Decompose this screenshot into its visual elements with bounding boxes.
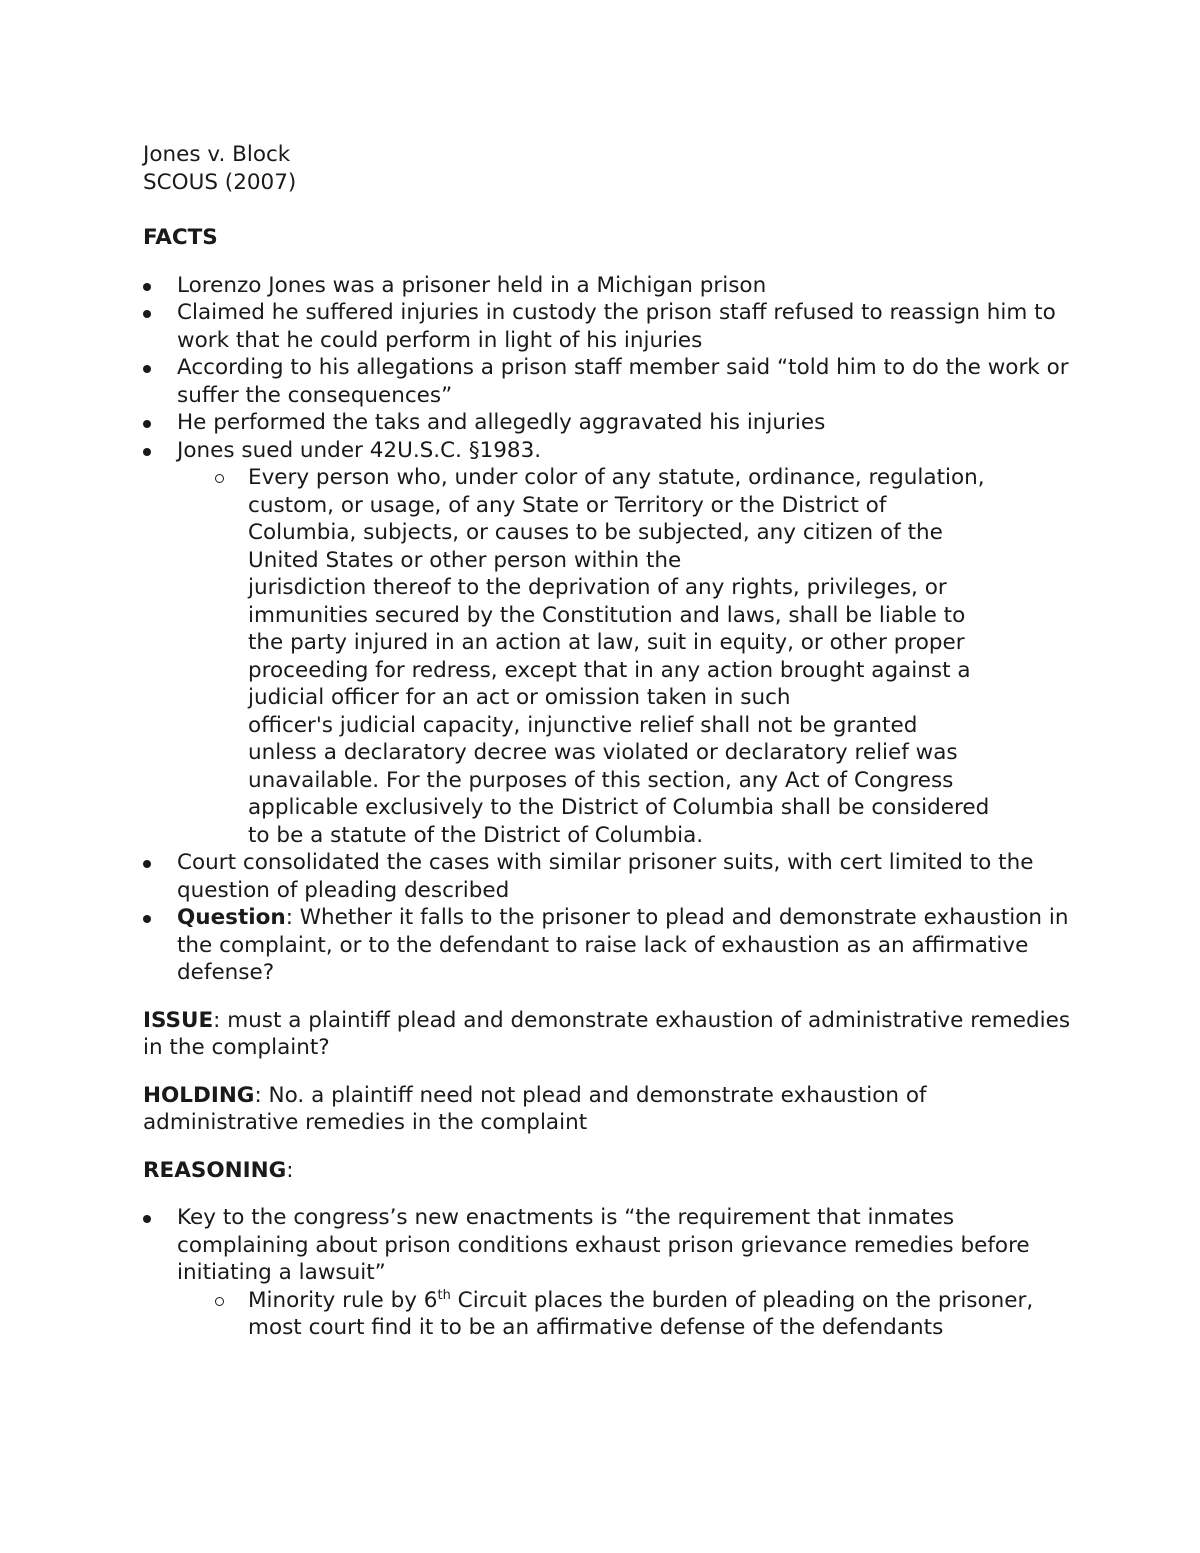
bullet-icon	[143, 1215, 151, 1223]
ordinal-superscript: th	[437, 1287, 451, 1303]
reasoning-heading	[143, 1157, 1073, 1185]
facts-list-continued	[143, 849, 1073, 987]
reasoning-bullet-1: Key to the congress’s new enactments is “the requirement that inmates complaining about prison conditions exhaust prison grievance remedies before initiating a lawsuit”	[143, 1204, 1073, 1287]
facts-heading: FACTS	[143, 225, 218, 250]
facts-bullet-4: He performed the taks and allegedly aggravated his injuries	[143, 409, 1073, 437]
circle-bullet-icon	[215, 1297, 224, 1306]
reasoning-sub-bullet: Minority rule by 6th Circuit places the burden of pleading on the prisoner, most court find it to be an affirmative defense of the defendants	[143, 1287, 1073, 1342]
reasoning-sublist	[143, 1287, 1073, 1342]
statute-line: judicial officer for an act or omission taken in such	[248, 685, 791, 710]
statute-line: proceeding for redress, except that in any action brought against a	[248, 657, 971, 683]
bullet-icon	[143, 448, 151, 456]
statute-line: jurisdiction thereof to the deprivation of any rights, privileges, or	[248, 575, 947, 600]
circle-bullet-icon	[215, 474, 224, 483]
statute-line: unavailable. For the purposes of this section, any Act of Congress	[248, 767, 954, 793]
statute-line: United States or other person within the	[248, 547, 682, 573]
facts-bullet-5: Jones sued under 42U.S.C. §1983.	[143, 437, 1073, 465]
statute-line: officer's judicial capacity, injunctive relief shall not be granted	[248, 712, 918, 738]
facts-bullet-2: Claimed he suffered injuries in custody the prison staff refused to reassign him to work that he could perform in light of his injuries	[143, 299, 1073, 354]
question-label: Question	[177, 905, 286, 930]
facts-bullet-3: According to his allegations a prison staff member said “told him to do the work or suffer the consequences”	[143, 354, 1073, 409]
statute-line: Columbia, subjects, or causes to be subjected, any citizen of the	[248, 520, 943, 545]
statute-line: custom, or usage, of any State or Territory or the District of	[248, 492, 887, 518]
statute-line: unless a declaratory decree was violated or declaratory relief was	[248, 740, 958, 765]
issue-paragraph	[143, 1007, 1073, 1062]
holding-paragraph	[143, 1082, 1073, 1137]
statute-line: to be a statute of the District of Columbia.	[248, 822, 704, 848]
facts-bullet-1: Lorenzo Jones was a prisoner held in a Michigan prison	[143, 272, 1073, 300]
statute-line: immunities secured by the Constitution and laws, shall be liable to	[248, 602, 966, 628]
bullet-icon	[143, 915, 151, 923]
court-year: SCOUS (2007)	[143, 169, 297, 195]
reasoning-label: REASONING	[143, 1157, 287, 1183]
bullet-icon	[143, 283, 151, 291]
facts-bullet-consolidated: Court consolidated the cases with similar prisoner suits, with cert limited to the question of pleading described	[143, 849, 1073, 904]
statute-line: Every person who, under color of any statute, ordinance, regulation,	[248, 465, 985, 490]
issue-label: ISSUE	[143, 1007, 214, 1033]
statute-line: applicable exclusively to the District of Columbia shall be considered	[248, 795, 990, 820]
statute-quote	[143, 464, 1073, 849]
statute-sublist	[143, 464, 1073, 849]
issue-text: : must a plaintiff plead and demonstrate exhaustion of administrative remedies in the complaint?	[143, 1007, 1071, 1060]
holding-label: HOLDING	[143, 1082, 255, 1108]
bullet-icon	[143, 420, 151, 428]
bullet-icon	[143, 860, 151, 868]
reasoning-list	[143, 1204, 1073, 1287]
holding-text: : No. a plaintiff need not plead and demonstrate exhaustion of administrative remedies in the complaint	[143, 1082, 927, 1135]
statute-line: the party injured in an action at law, suit in equity, or other proper	[248, 630, 965, 655]
facts-bullet-question	[143, 904, 1073, 987]
reasoning-colon: :	[286, 1157, 294, 1183]
document-page	[143, 141, 1073, 1342]
bullet-icon	[143, 365, 151, 373]
question-text: : Whether it falls to the prisoner to plead and demonstrate exhaustion in the complaint, or to the defendant to raise lack of exhaustion as an affirmative defense?	[177, 905, 1069, 985]
facts-list	[143, 272, 1073, 465]
bullet-icon	[143, 310, 151, 318]
case-title: Jones v. Block	[143, 142, 291, 167]
